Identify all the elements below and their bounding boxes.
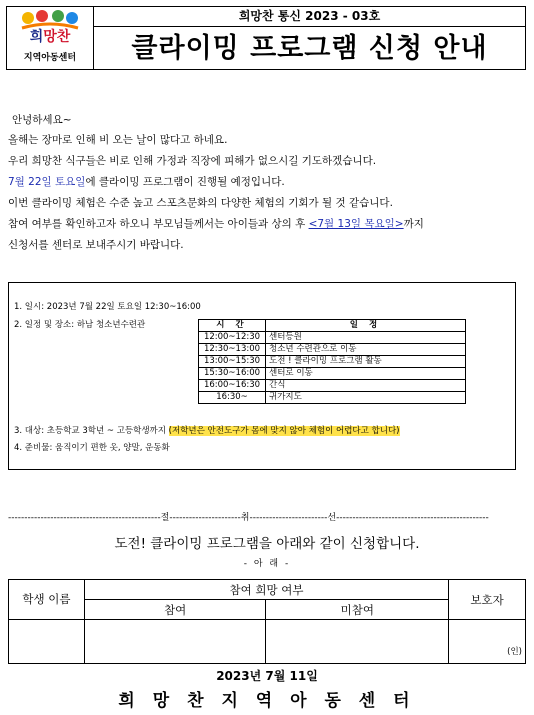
- table-row: [199, 344, 466, 356]
- schedule-time: 16:00~16:30: [199, 380, 266, 392]
- page-title: 클라이밍 프로그램 신청 안내: [131, 33, 488, 64]
- form-header-no: 미참여: [266, 600, 449, 620]
- schedule-header-row: [199, 320, 466, 332]
- logo-name-rest: 망찬: [43, 29, 71, 45]
- schedule-activity: 청소년 수련관으로 이동: [266, 344, 466, 356]
- schedule-activity: 도전 ! 클라이밍 프로그램 활동: [266, 356, 466, 368]
- letter-line-2: 우리 희망찬 식구들은 비로 인해 가정과 직장에 피해가 없으시길 기도하겠습니다.: [8, 155, 377, 167]
- application-title: 도전! 클라이밍 프로그램을 아래와 같이 신청합니다.: [114, 536, 420, 552]
- letter-line-5-b: 까지: [403, 218, 424, 230]
- schedule-activity: 귀가지도: [266, 392, 466, 404]
- schedule-table: [198, 319, 466, 404]
- guardian-signature-field[interactable]: [449, 620, 526, 664]
- form-header-yes: 참여: [84, 600, 266, 620]
- seal-mark: (인): [507, 647, 522, 657]
- letter-line-4: 이번 클라이밍 체험은 수준 높고 스포츠문화의 다양한 체험의 기회가 될 것 같습니다.: [8, 197, 393, 209]
- participate-yes-field[interactable]: [84, 620, 266, 664]
- logo-name: [18, 26, 82, 46]
- schedule-activity: 간식: [266, 380, 466, 392]
- schedule-activity: 센터로 이동: [266, 368, 466, 380]
- letter-line-3: [8, 176, 285, 189]
- letter-line-3-text: 에 클라이밍 프로그램이 진행될 예정입니다.: [85, 176, 285, 188]
- form-header-student: 학생 이름: [9, 580, 85, 620]
- form-header-participation: 참여 희망 여부: [84, 580, 448, 600]
- schedule-time: 12:00~12:30: [199, 332, 266, 344]
- info-target-text: 3. 대상: 초등학교 3학년 ~ 고등학생까지: [14, 426, 169, 436]
- cut-line: -----------------------------------------------절----------------------취------------------------선-----------------------------------------------: [8, 513, 489, 523]
- schedule-activity: 센터등원: [266, 332, 466, 344]
- info-datetime: 1. 일시: 2023년 7월 22일 토요일 12:30~16:00: [14, 302, 201, 312]
- deadline-date: <7월 13일 목요일>: [308, 218, 404, 230]
- logo-subtitle: 지역아동센터: [23, 53, 77, 63]
- info-target: [14, 426, 400, 437]
- table-row: [199, 332, 466, 344]
- schedule-time: 16:30~: [199, 392, 266, 404]
- table-row: [199, 380, 466, 392]
- form-entry-row: [9, 620, 526, 664]
- info-place: 2. 일정 및 장소: 하남 청소년수련관: [14, 320, 146, 330]
- schedule-time: 13:00~15:30: [199, 356, 266, 368]
- schedule-header-time: 시 간: [199, 320, 266, 332]
- letter-line-5: [8, 218, 424, 231]
- table-row: [199, 356, 466, 368]
- greeting: 안녕하세요~: [12, 114, 72, 126]
- participate-no-field[interactable]: [266, 620, 449, 664]
- logo-name-first: 희: [29, 29, 44, 45]
- table-row: [199, 368, 466, 380]
- student-name-field[interactable]: [9, 620, 85, 664]
- schedule-header-activity: 일 정: [266, 320, 466, 332]
- schedule-time: 12:30~13:00: [199, 344, 266, 356]
- schedule-time: 15:30~16:00: [199, 368, 266, 380]
- letter-line-6: 신청서를 센터로 보내주시기 바랍니다.: [8, 239, 184, 251]
- organization-name: 희 망 찬 지 역 아 동 센 터: [118, 691, 416, 711]
- issue-date: 2023년 7월 11일: [216, 669, 318, 683]
- form-header-guardian: 보호자: [449, 580, 526, 620]
- form-subheader-row: [9, 600, 526, 620]
- info-target-note: (저학년은 안전도구가 몸에 맞지 않아 체험이 어렵다고 합니다): [168, 426, 400, 436]
- table-row: [199, 392, 466, 404]
- application-form: [8, 579, 526, 664]
- newsletter-issue: 희망찬 통신 2023 - 03호: [93, 6, 526, 27]
- application-subtitle: - 아 래 -: [243, 559, 291, 569]
- form-header-row: [9, 580, 526, 600]
- letter-line-5-a: 참여 여부를 확인하고자 하오니 부모님들께서는 아이들과 상의 후: [8, 218, 309, 230]
- letter-line-1: 올해는 장마로 인해 비 오는 날이 많다고 하네요.: [8, 134, 228, 146]
- info-supplies: 4. 준비물: 움직이기 편한 옷, 양말, 운동화: [14, 443, 170, 453]
- event-date: 7월 22일 토요일: [8, 176, 86, 188]
